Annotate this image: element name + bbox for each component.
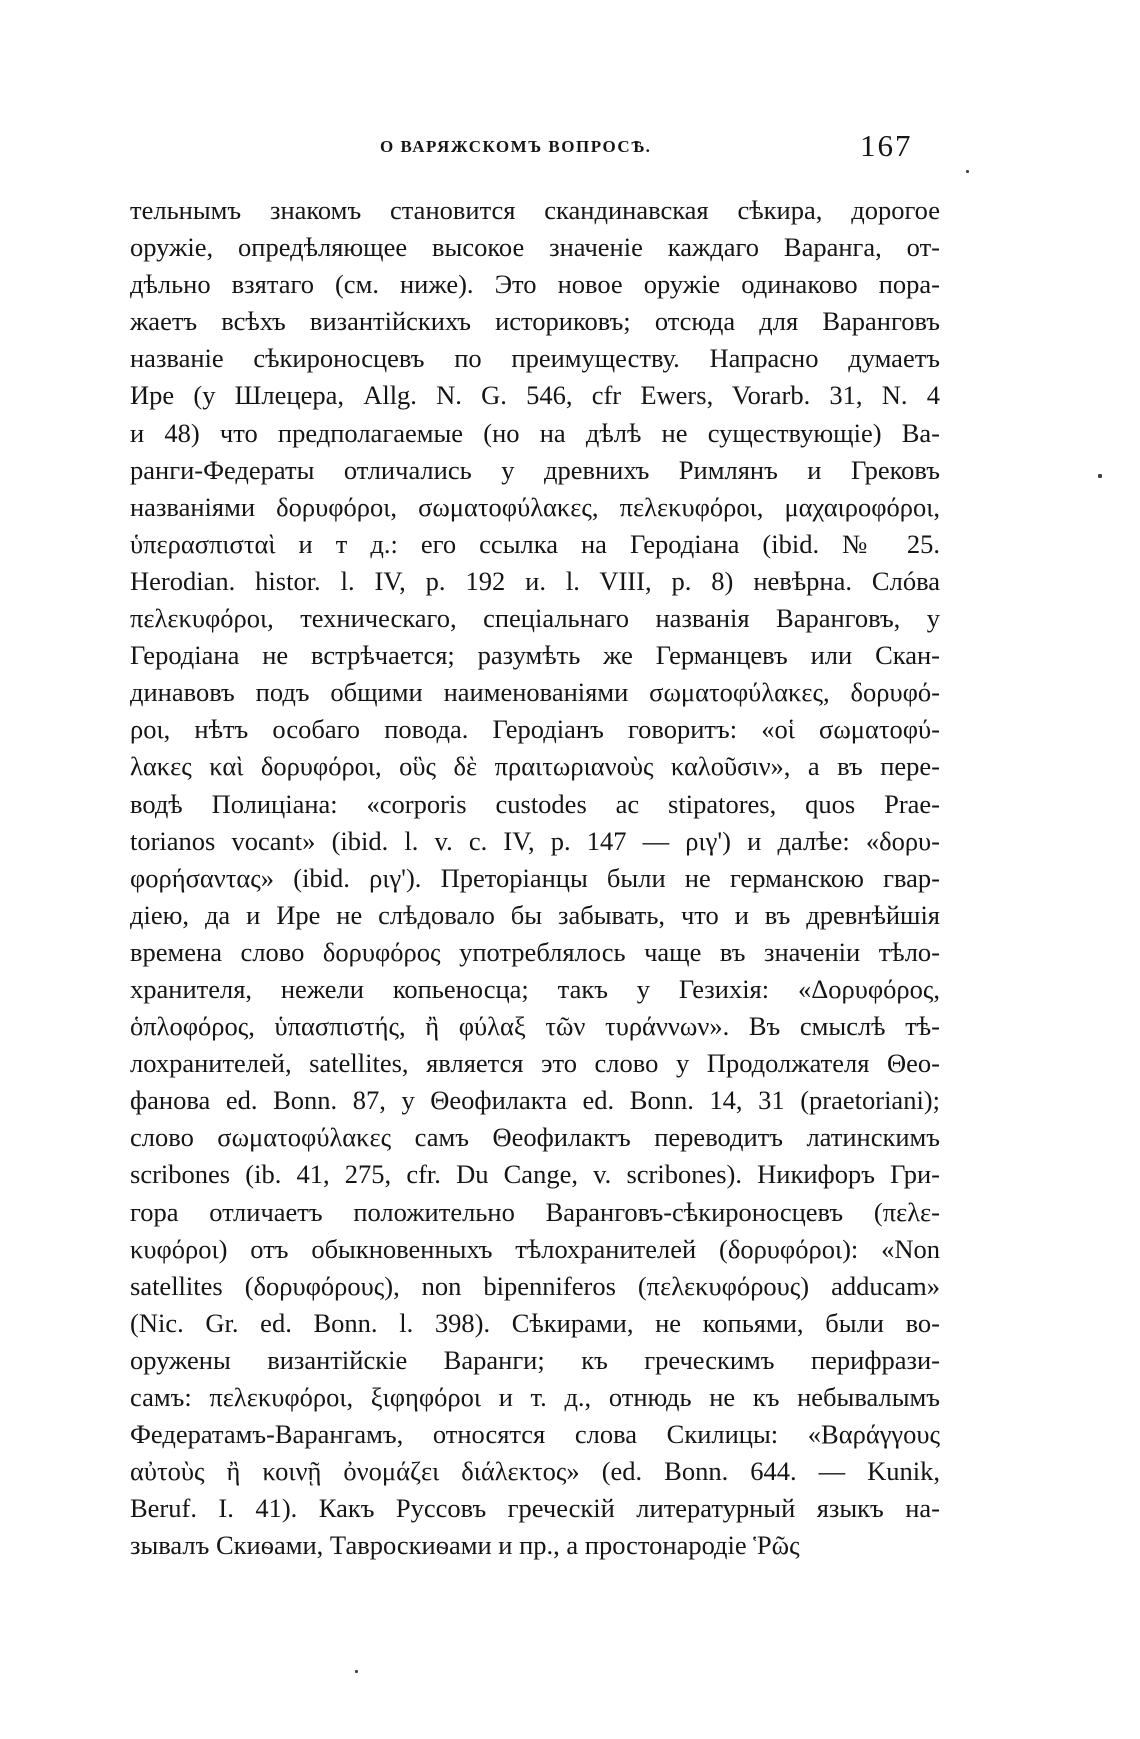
text-line: зывалъ Скиѳами, Тавроскиѳами и пр., а простонародіе Ῥῶς	[130, 1530, 800, 1561]
text-line: названіе сѣкироносцевъ по преимуществу. Напрасно думаетъ	[130, 343, 940, 374]
text-line: діею, да и Ире не слѣдовало бы забывать, что и въ древнѣйшія	[130, 899, 940, 930]
text-line: (Nic. Gr. ed. Bonn. l. 398). Сѣкирами, не копьями, были во-	[130, 1307, 940, 1338]
text-line: Beruf. I. 41). Какъ Руссовъ греческій литературный языкъ на-	[130, 1493, 940, 1524]
text-line: слово σωματοφύλακες самъ Θеофилактъ переводитъ латинскимъ	[130, 1122, 940, 1153]
text-line: лохранителей, satellites, является это слово у Продолжателя Θео-	[130, 1048, 940, 1079]
text-line: водѣ Полиціана: «corporis custodes ac stipatores, quos Prae-	[130, 788, 940, 819]
text-line: фанова ed. Bonn. 87, у Θеофилакта ed. Bonn. 14, 31 (praetoriani);	[130, 1085, 940, 1116]
text-line: αὐτοὺς ἢ κοινῇ ὀνομάζει διάλεκτος» (ed. Bonn. 644. — Kunik,	[130, 1456, 940, 1487]
text-line: названіями δορυφόροι, σωματοφύλακες, πελεκυφόροι, μαχαιροφόροι,	[130, 491, 940, 522]
text-line: жаетъ всѣхъ византійскихъ историковъ; отсюда для Варанговъ	[130, 306, 940, 337]
text-line: тельнымъ знакомъ становится скандинавская сѣкира, дорогое	[130, 195, 940, 225]
text-line: Геродіана не встрѣчается; разумѣть же Германцевъ или Скан-	[130, 640, 940, 671]
text-line: satellites (δορυφόρους), non bipenniferos (πελεκυφόρους) adducam»	[130, 1270, 940, 1301]
text-line: самъ: πελεκυφόροι, ξιφηφόροι и т. д., отнюдь не къ небывалымъ	[130, 1382, 940, 1412]
text-line: гора отличаетъ положительно Варанговъ-сѣкироносцевъ (πελε-	[130, 1196, 940, 1227]
text-line: torianos vocant» (ibid. l. v. c. IV, p. 147 — ριγ') и далѣе: «δορυ-	[130, 825, 940, 856]
running-title: О ВАРЯЖСКОМЪ ВОПРОСѢ.	[380, 137, 652, 156]
text-line: динавовъ подъ общими наименованіями σωματοφύλακες, δορυφό-	[130, 677, 940, 708]
body-text	[130, 192, 940, 1564]
scan-speck	[1098, 474, 1102, 478]
text-line: ὁπλοφόρος, ὑπασπιστής, ἢ φύλαξ τῶν τυράννων». Въ смыслѣ тѣ-	[130, 1011, 940, 1042]
text-line: Федератамъ-Варангамъ, относятся слова Скилицы: «Βαράγγους	[130, 1419, 940, 1450]
text-line: ὑπερασπισταὶ и т д.: его ссылка на Геродіана (ibid. № 25.	[130, 528, 940, 559]
text-line: оружены византійскіе Варанги; къ греческимъ перифрази-	[130, 1344, 940, 1375]
text-line: λακες καὶ δορυφόροι, οὓς δὲ πραιτωριανοὺς καλοῦσιν», а въ пере-	[130, 751, 940, 782]
page-number: 167	[860, 128, 913, 163]
text-line: времена слово δορυφόρος употреблялось чаще въ значеніи тѣло-	[130, 936, 940, 967]
text-line: κυφόροι) отъ обыкновенныхъ тѣлохранителей (δορυφόροι): «Non	[130, 1233, 940, 1264]
text-line: оружіе, опредѣляющее высокое значеніе каждаго Варанга, от-	[130, 232, 940, 263]
text-line: Herodian. histor. l. IV, p. 192 и. l. VIII, p. 8) невѣрна. Слóва	[130, 565, 940, 596]
text-line: φορήσαντας» (ibid. ριγ'). Преторіанцы были не германскою гвар-	[130, 862, 940, 893]
scan-speck	[966, 170, 969, 173]
text-line: πελεκυφόροι, техническаго, спеціальнаго названія Варанговъ, у	[130, 603, 940, 634]
text-line: и 48) что предполагаемые (но на дѣлѣ не существующіе) Ва-	[130, 417, 940, 448]
text-line: хранителя, нежели копьеносца; такъ у Гезихія: «Δορυφόρος,	[130, 973, 940, 1004]
text-line: ροι, нѣтъ особаго повода. Геродіанъ говоритъ: «οἱ σωματοφύ-	[130, 714, 940, 745]
text-line: scribones (ib. 41, 275, cfr. Du Cange, v. scribones). Никифоръ Гри-	[130, 1159, 940, 1190]
text-line: ранги-Федераты отличались у древнихъ Римлянъ и Грековъ	[130, 454, 940, 485]
text-line: Ире (у Шлецера, Allg. N. G. 546, cfr Ewers, Vorarb. 31, N. 4	[130, 380, 940, 411]
text-line: дѣльно взятаго (см. ниже). Это новое оружіе одинаково пора-	[130, 269, 940, 300]
scan-speck	[355, 1670, 358, 1673]
